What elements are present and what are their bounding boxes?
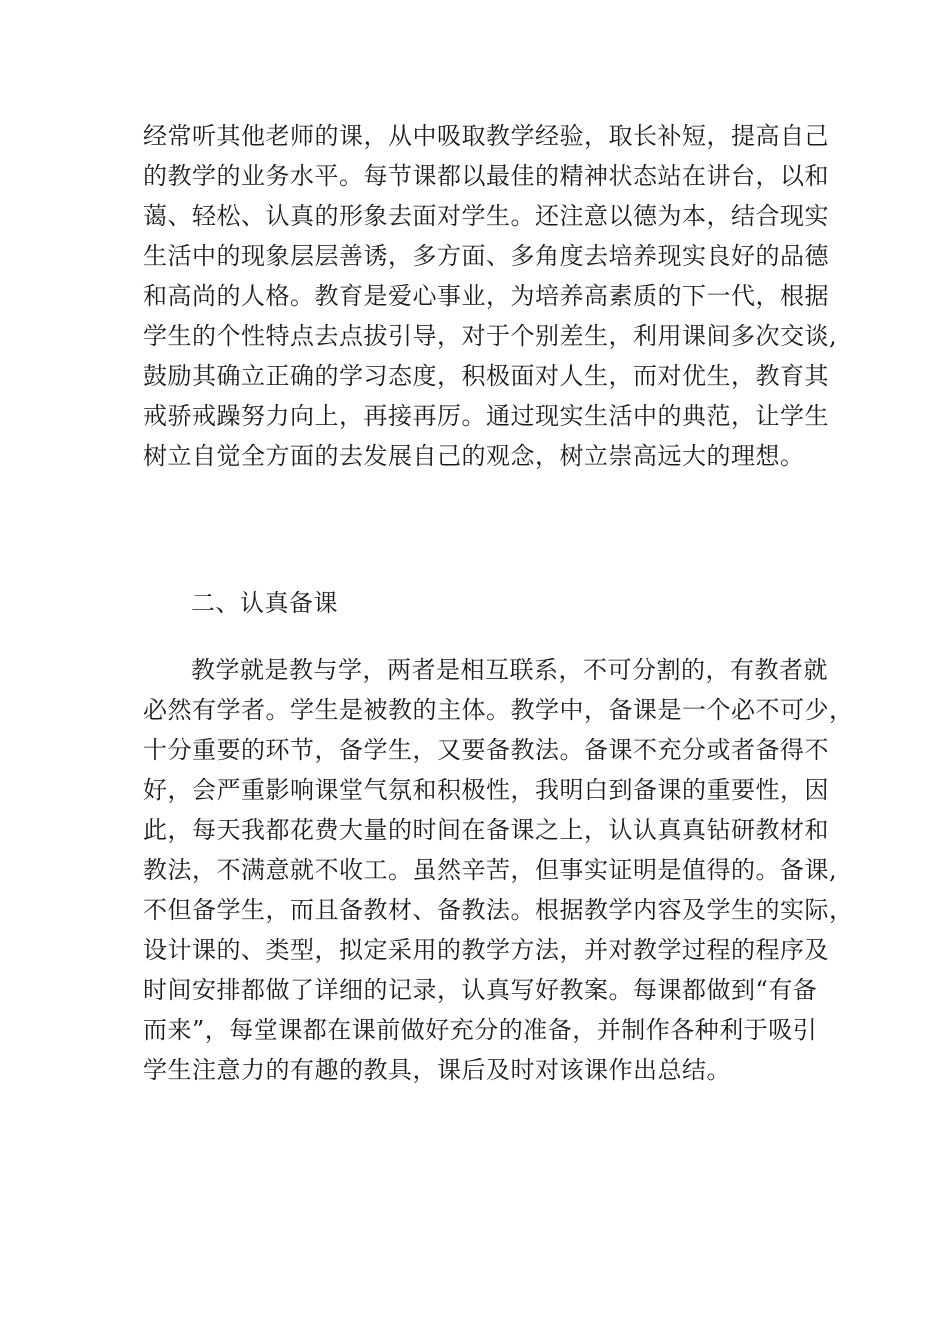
text-line: 学生的个性特点去点拔引导，对于个别差生，利用课间多次交谈, [143,322,838,350]
text-line: 此，每天我都花费大量的时间在备课之上，认认真真钻研教材和 [143,816,829,844]
text-line: 戒骄戒躁努力向上，再接再厉。通过现实生活中的典范，让学生 [143,402,829,430]
section-heading-text: 二、认真备课 [191,589,338,617]
text-line: 而来”，每堂课都在课前做好充分的准备，并制作各种利于吸引 [143,1016,818,1044]
text-line: 不但备学生，而且备教材、备教法。根据教学内容及学生的实际， [143,896,854,924]
text-line: 设计课的、类型，拟定采用的教学方法，并对教学过程的程序及 [143,936,829,964]
text-line: 好，会严重影响课堂气氛和积极性，我明白到备课的重要性，因 [143,776,829,804]
text-line: 的教学的业务水平。每节课都以最佳的精神状态站在讲台，以和 [143,162,829,190]
text-line: 树立自觉全方面的去发展自己的观念，树立崇高远大的理想。 [143,442,805,470]
text-line: 鼓励其确立正确的学习态度，积极面对人生，而对优生，教育其 [143,362,829,390]
text-line: 教学就是教与学，两者是相互联系，不可分割的，有教者就 [191,656,828,684]
text-line: 学生注意力的有趣的教具，课后及时对该课作出总结。 [143,1056,731,1084]
text-line: 必然有学者。学生是被教的主体。教学中，备课是一个必不可少， [143,696,854,724]
text-line: 和高尚的人格。教育是爱心事业，为培养高素质的下一代，根据 [143,282,829,310]
text-line: 教法，不满意就不收工。虽然辛苦，但事实证明是值得的。备课, [143,856,838,884]
text-line: 生活中的现象层层善诱，多方面、多角度去培养现实良好的品德 [143,242,829,270]
section-heading [143,583,813,623]
text-line: 蔼、轻松、认真的形象去面对学生。还注意以德为本，结合现实 [143,202,829,230]
paragraph-1 [143,116,838,476]
text-line: 十分重要的环节，备学生，又要备教法。备课不充分或者备得不 [143,736,829,764]
paragraph-2 [143,650,854,1090]
text-line: 经常听其他老师的课，从中吸取教学经验，取长补短，提高自己 [143,122,829,150]
text-line: 时间安排都做了详细的记录，认真写好教案。每课都做到“有备 [143,976,818,1004]
